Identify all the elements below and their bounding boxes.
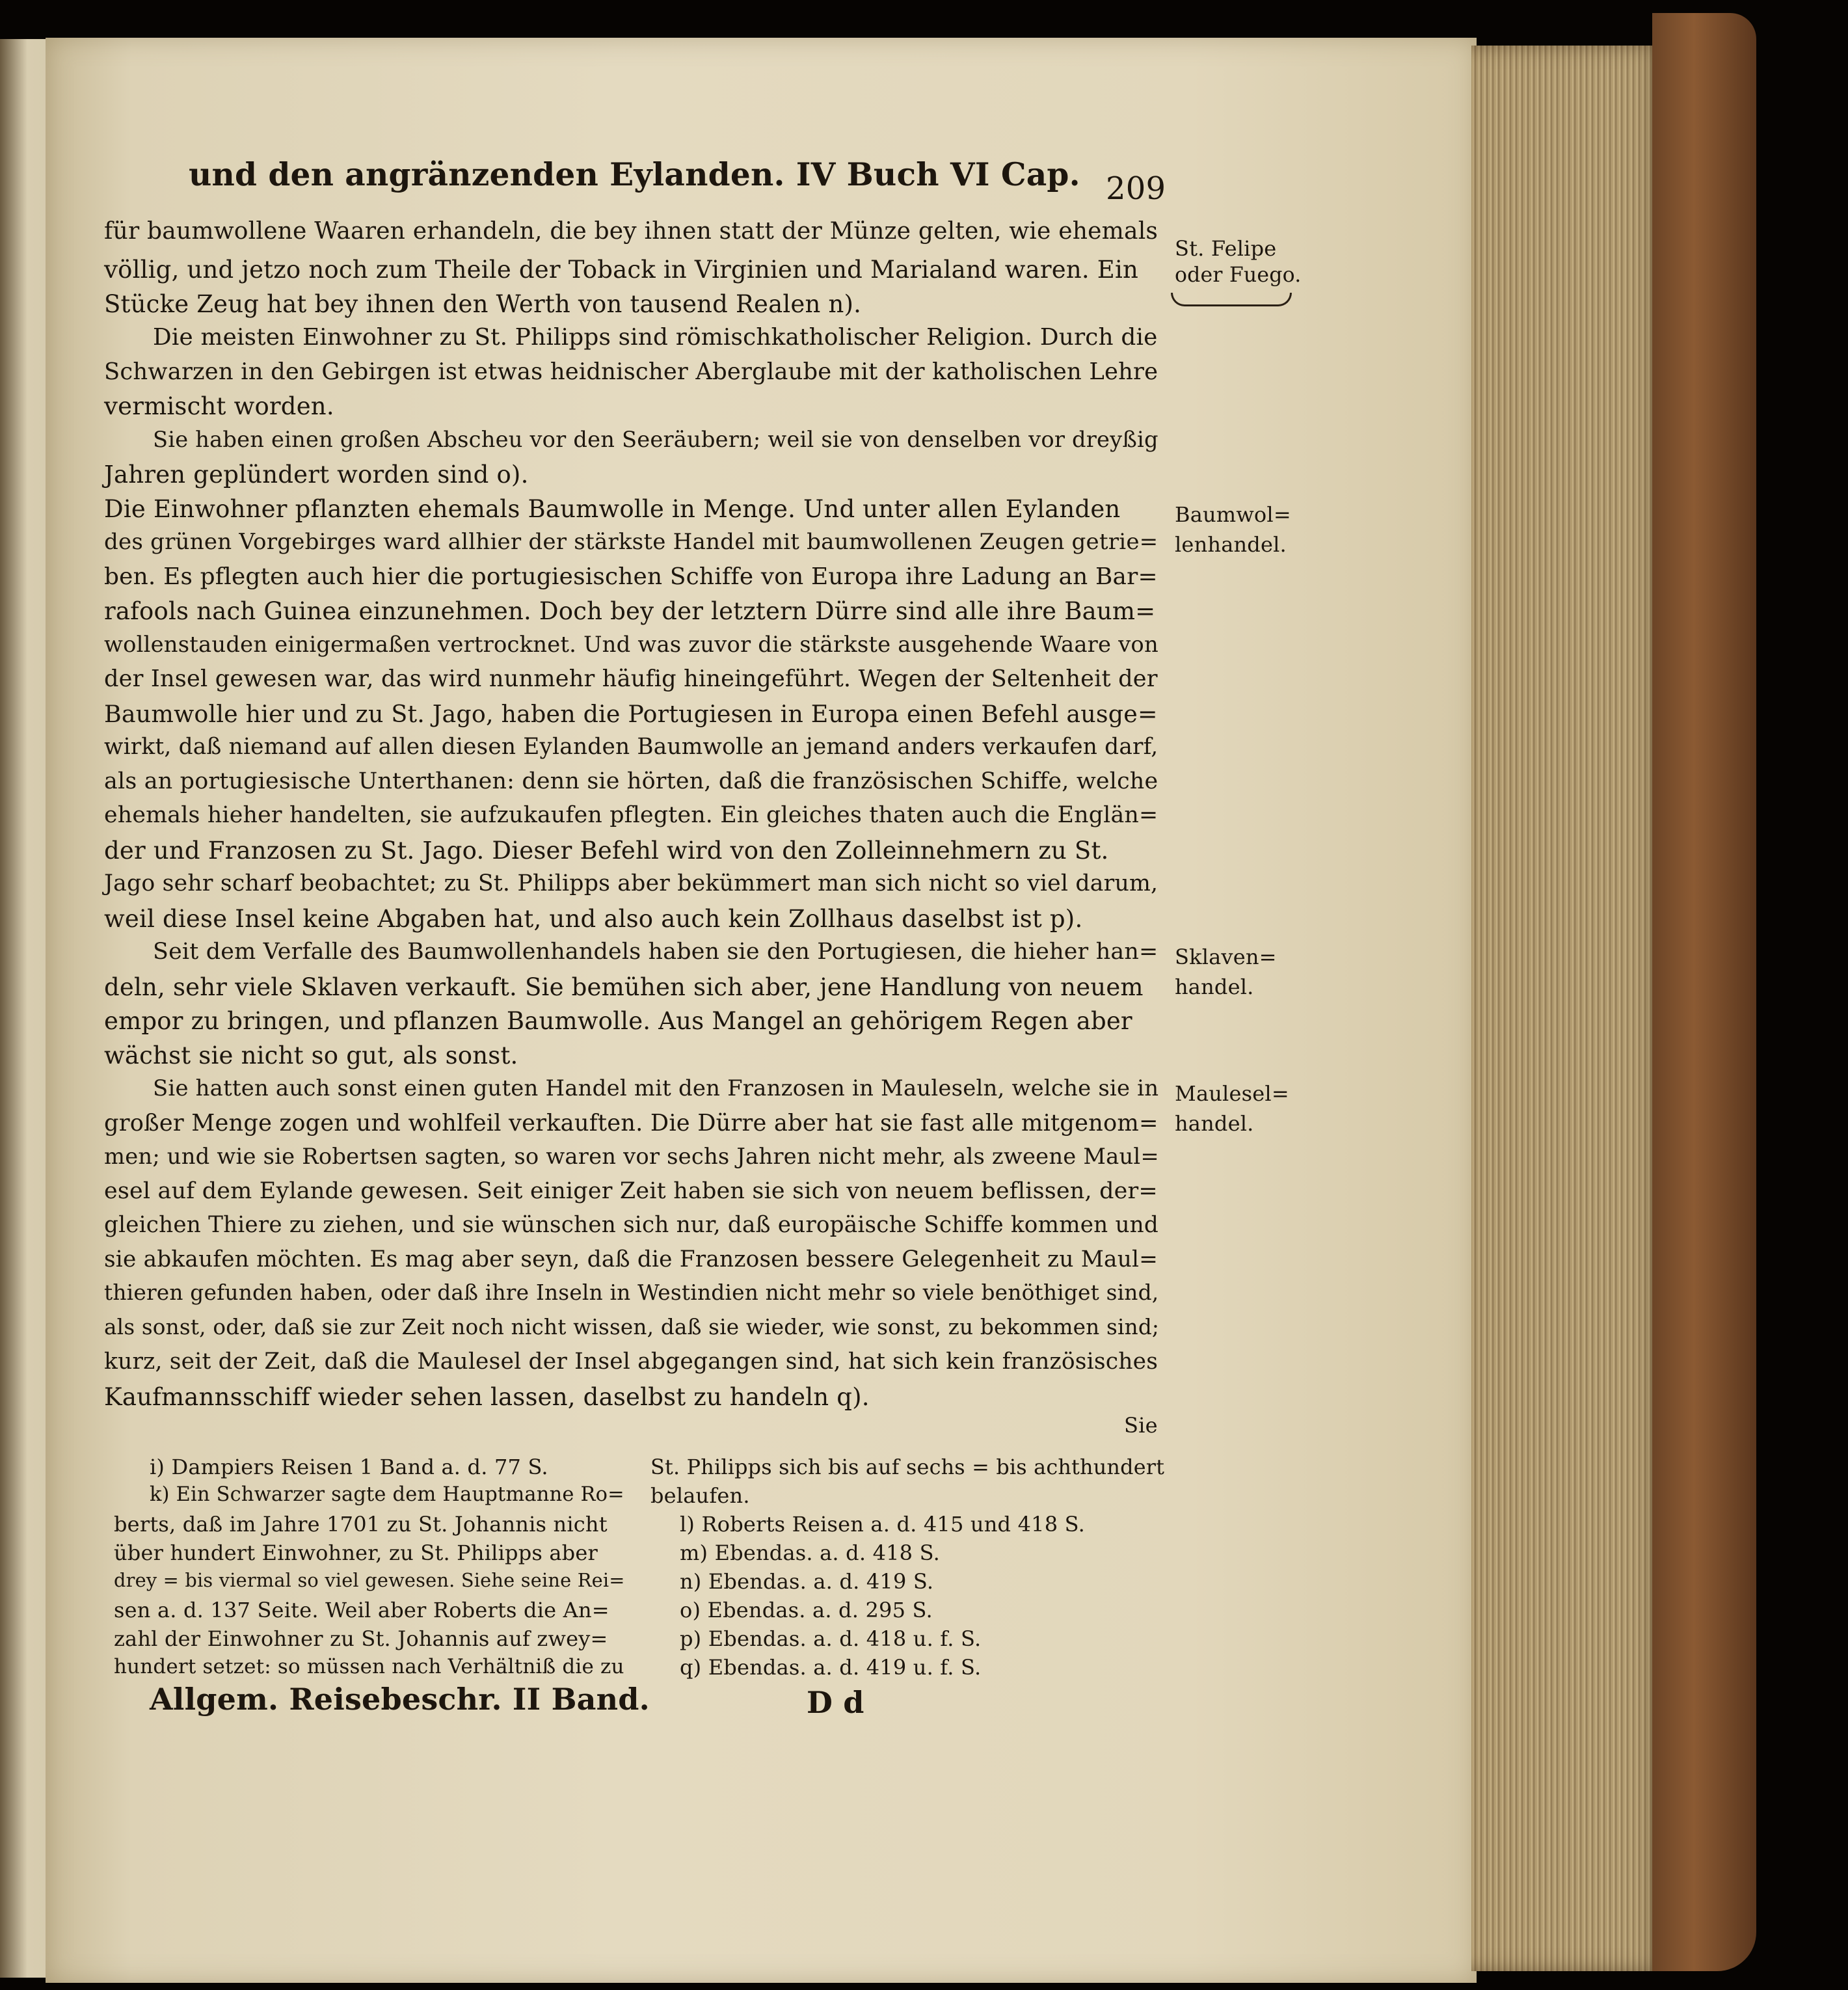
footnote-line: belaufen. [650, 1483, 750, 1508]
body-line: thieren gefunden haben, oder daß ihre Inseln in Westindien nicht mehr so viele benöthiget sind, [104, 1280, 1159, 1305]
body-line: Schwarzen in den Gebirgen ist etwas heidnischer Aberglaube mit der katholischen Lehre [104, 358, 1158, 385]
footnote-line: q) Ebendas. a. d. 419 u. f. S. [680, 1655, 982, 1680]
body-line: der und Franzosen zu St. Jago. Dieser Befehl wird von den Zolleinnehmern zu St. [104, 837, 1109, 865]
margin-note: Baumwol= [1175, 502, 1291, 527]
body-line: esel auf dem Eylande gewesen. Seit einiger Zeit haben sie sich von neuem beflissen, der= [104, 1178, 1158, 1204]
body-line: gleichen Thiere zu ziehen, und sie wünschen sich nur, daß europäische Schiffe kommen und [104, 1212, 1158, 1238]
body-line: Sie haben einen großen Abscheu vor den Seeräubern; weil sie von denselben vor dreyßig [153, 427, 1158, 452]
footnote-line: n) Ebendas. a. d. 419 S. [680, 1569, 934, 1594]
body-line: sie abkaufen möchten. Es mag aber seyn, daß die Franzosen bessere Gelegenheit zu Maul= [104, 1246, 1158, 1272]
footnote-line: drey = bis viermal so viel gewesen. Siehe seine Rei= [114, 1569, 625, 1591]
body-line: ehemals hieher handelten, sie aufzukaufen pflegten. Ein gleiches thaten auch die Englän= [104, 802, 1158, 828]
body-line: als an portugiesische Unterthanen: denn sie hörten, daß die französischen Schiffe, welche [104, 768, 1158, 794]
previous-page-edge [0, 39, 47, 1978]
signature-mark: Allgem. Reisebeschr. II Band. [150, 1682, 650, 1717]
body-line: großer Menge zogen und wohlfeil verkauften. Die Dürre aber hat sie fast alle mitgenom= [104, 1110, 1158, 1136]
body-line: Kaufmannsschiff wieder sehen lassen, daselbst zu handeln q). [104, 1383, 870, 1411]
body-line: rafools nach Guinea einzunehmen. Doch bey der letztern Dürre sind alle ihre Baum= [104, 597, 1156, 625]
body-line: weil diese Insel keine Abgaben hat, und also auch kein Zollhaus daselbst ist p). [104, 905, 1083, 933]
margin-note: handel. [1175, 975, 1254, 999]
book-cover [1652, 13, 1756, 1971]
footnote-line: berts, daß im Jahre 1701 zu St. Johannis nicht [114, 1512, 608, 1537]
footnote-line: hundert setzet: so müssen nach Verhältniß die zu [114, 1655, 624, 1678]
body-line: des grünen Vorgebirges ward allhier der stärkste Handel mit baumwollenen Zeugen getrie= [104, 529, 1158, 555]
body-line: vermischt worden. [104, 392, 334, 420]
margin-note: Maulesel= [1175, 1081, 1289, 1106]
body-line: kurz, seit der Zeit, daß die Maulesel der Insel abgegangen sind, hat sich kein französisches [104, 1349, 1158, 1375]
body-line: als sonst, oder, daß sie zur Zeit noch nicht wissen, daß sie wieder, wie sonst, zu bekommen sind; [104, 1315, 1160, 1339]
margin-bracket [1171, 293, 1292, 306]
body-line: Jahren geplündert worden sind o). [104, 461, 529, 489]
body-line: wächst sie nicht so gut, als sonst. [104, 1042, 518, 1069]
body-line: Jago sehr scharf beobachtet; zu St. Philipps aber bekümmert man sich nicht so viel darum, [104, 870, 1158, 896]
footnote-line: sen a. d. 137 Seite. Weil aber Roberts die An= [114, 1598, 609, 1622]
footnote-line: St. Philipps sich bis auf sechs = bis achthundert [650, 1455, 1165, 1479]
footnote-line: über hundert Einwohner, zu St. Philipps aber [114, 1540, 598, 1565]
footnote-line: p) Ebendas. a. d. 418 u. f. S. [680, 1626, 982, 1651]
body-line: Stücke Zeug hat bey ihnen den Werth von tausend Realen n). [104, 290, 862, 318]
body-line: Sie hatten auch sonst einen guten Handel mit den Franzosen in Mauleseln, welche sie in [153, 1075, 1159, 1101]
body-line: Baumwolle hier und zu St. Jago, haben die Portugiesen in Europa einen Befehl ausge= [104, 700, 1158, 728]
signature-letter: D d [807, 1685, 864, 1720]
running-title: und den angränzenden Eylanden. IV Buch VI Cap. [189, 156, 1080, 193]
body-line: men; und wie sie Robertsen sagten, so waren vor sechs Jahren nicht mehr, als zweene Maul= [104, 1144, 1159, 1169]
footnote-line: m) Ebendas. a. d. 418 S. [680, 1540, 940, 1565]
footnote-line: o) Ebendas. a. d. 295 S. [680, 1598, 933, 1622]
footnote-line: i) Dampiers Reisen 1 Band a. d. 77 S. [150, 1455, 548, 1479]
footnote-line: l) Roberts Reisen a. d. 415 und 418 S. [680, 1512, 1086, 1537]
footnote-line: k) Ein Schwarzer sagte dem Hauptmanne Ro= [150, 1483, 624, 1506]
margin-note: lenhandel. [1175, 532, 1287, 557]
margin-note: St. Felipe [1175, 236, 1277, 261]
body-line: völlig, und jetzo noch zum Theile der Toback in Virginien und Marialand waren. Ein [104, 256, 1139, 284]
page-edges [1471, 46, 1667, 1971]
body-line: Seit dem Verfalle des Baumwollenhandels haben sie den Portugiesen, die hieher han= [153, 939, 1158, 965]
margin-note: oder Fuego. [1175, 263, 1302, 287]
body-line: Die Einwohner pflanzten ehemals Baumwolle in Menge. Und unter allen Eylanden [104, 495, 1121, 523]
body-line: wirkt, daß niemand auf allen diesen Eylanden Baumwolle an jemand anders verkaufen darf, [104, 734, 1158, 760]
body-line: deln, sehr viele Sklaven verkauft. Sie bemühen sich aber, jene Handlung von neuem [104, 973, 1144, 1001]
body-line: ben. Es pflegten auch hier die portugiesischen Schiffe von Europa ihre Ladung an Bar= [104, 563, 1158, 590]
catchword: Sie [1124, 1413, 1158, 1438]
body-line: wollenstauden einigermaßen vertrocknet. Und was zuvor die stärkste ausgehende Waare von [104, 632, 1158, 657]
body-line: für baumwollene Waaren erhandeln, die bey ihnen statt der Münze gelten, wie ehemals [104, 218, 1158, 245]
body-line: der Insel gewesen war, das wird nunmehr häufig hineingeführt. Wegen der Seltenheit der [104, 666, 1158, 692]
page-number: 209 [1106, 170, 1166, 207]
margin-note: handel. [1175, 1111, 1254, 1136]
body-line: empor zu bringen, und pflanzen Baumwolle. Aus Mangel an gehörigem Regen aber [104, 1007, 1132, 1035]
body-line: Die meisten Einwohner zu St. Philipps sind römischkatholischer Religion. Durch die [153, 324, 1158, 351]
footnote-line: zahl der Einwohner zu St. Johannis auf zwey= [114, 1626, 608, 1651]
margin-note: Sklaven= [1175, 945, 1277, 969]
